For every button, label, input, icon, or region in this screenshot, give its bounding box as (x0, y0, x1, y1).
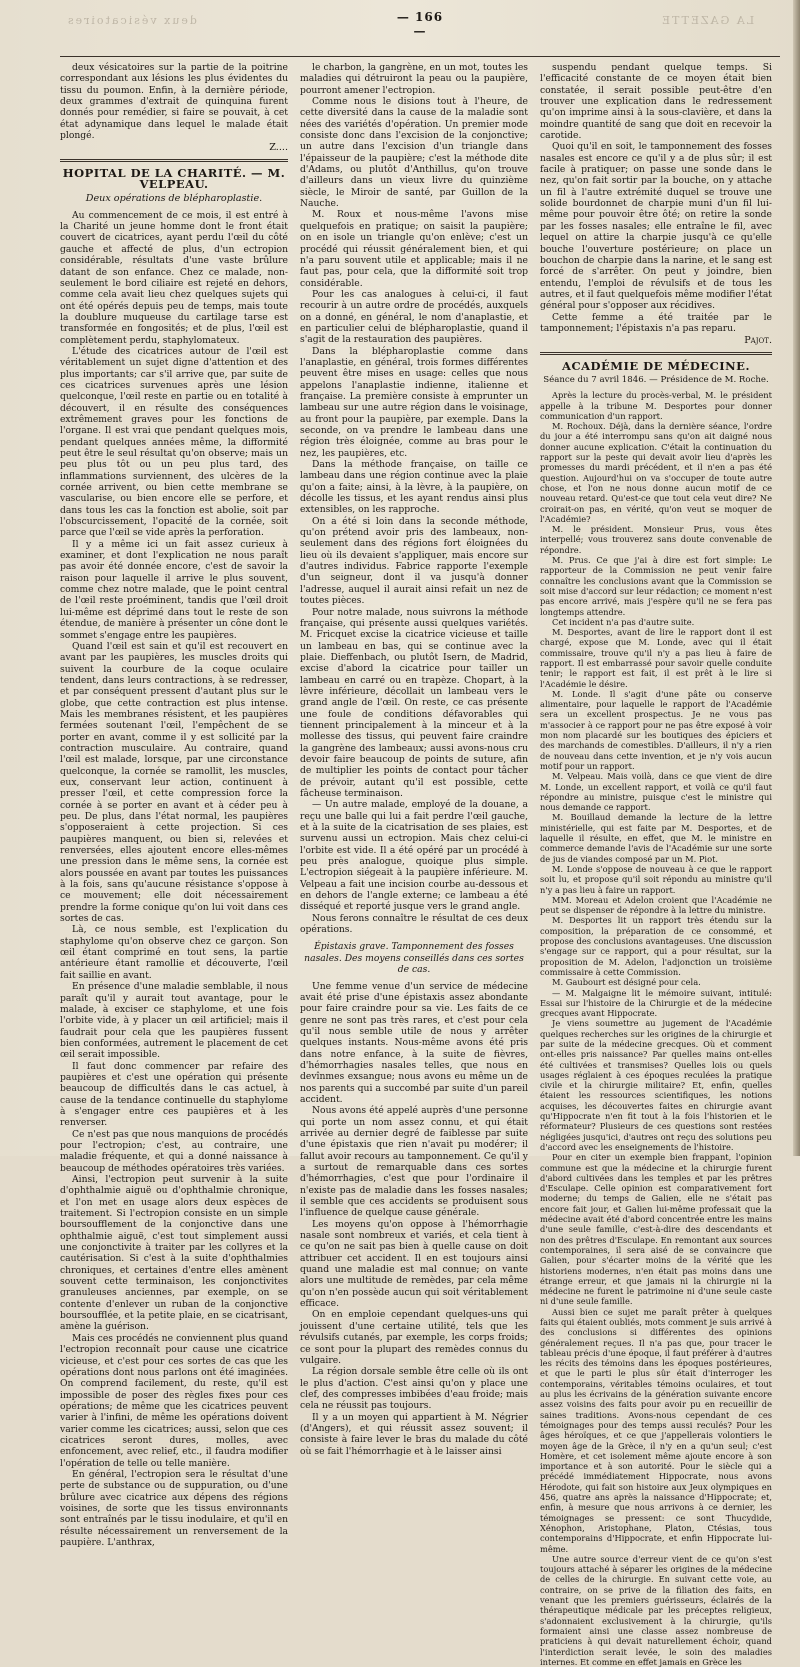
paragraph: Cet incident n'a pas d'autre suite. (552, 616, 695, 627)
paragraph: En présence d'une maladie semblable, il nous paraît qu'il y aurait tout avantage, pour le malade, à exciser ce staphylome, et une fois l'orbite vide, à y placer un œil artificiel; mais il faudrait pour cela que les paupières fussent bien conformées, autrement le placement de cet œil serait impossible. (60, 981, 288, 1061)
section-subtitle: Deux opérations de blépharoplastie. (85, 193, 263, 205)
section-title-hopital-charite: HOPITAL DE LA CHARITÉ. — M. VELPEAU. (62, 165, 286, 192)
paragraph: Ce n'est pas que nous manquions de procédés pour l'ectropion; c'est, au contraire, une maladie fréquente, et qui a donné naissance à beaucoup de méthodes opératoires très variées. (60, 1128, 288, 1174)
header-rule (60, 56, 780, 57)
paragraph: Pour notre malade, nous suivrons la méthode française, qui présente aussi quelques variétés. M. Fricquet excise la cicatrice vicieuse et taille un lambeau en bas, qui se continue avec la plaie. Dieffenbach, ou plutôt Isern, de Madrid, excise d'abord la cicatrice pour tailler un lambeau en carré ou en trapèze. Chopart, à la lèvre inférieure, décollait un lambeau vers le grand angle de l'œil. On reste, ce cas présente une foule de conditions défavorables qui tiennent principalement à la minceur et à la mollesse des tissus, qui peuvent faire craindre la gangrène des lambeaux; aussi avons-nous cru devoir faire beaucoup de points de suture, afin de multiplier les points de contact pour tâcher de prévoir, autant qu'il est possible, cette fâcheuse terminaison. (300, 606, 528, 799)
paragraph: M. Gaubourt est désigné pour cela. (552, 977, 701, 988)
paragraph: Il y a un moyen qui appartient à M. Négrier (d'Angers), et qui réussit assez souvent; il consiste à faire lever le bras du malade du côté où se fait l'hémorrhagie et à le laisser ainsi (300, 1411, 528, 1457)
column-3 (540, 62, 772, 1667)
paragraph: Une femme venue d'un service de médecine avait été prise d'une épistaxis assez abondante pour faire craindre pour sa vie. Les faits de ce genre ne sont pas très rares, et c'est pour cela qu'il nous semble utile de nous y arrêter quelques instants. Nous-même avons été pris dans notre enfance, à la suite de fièvres, d'hémorrhagies nasales telles, que nous en devînmes exsangue; nous avons eu même un de nos parents qui a succombé par suite d'un pareil accident. (300, 980, 528, 1105)
paragraph: Comme nous le disions tout à l'heure, de cette diversité dans la cause de la maladie sont nées des variétés d'opération. Un premier mode consiste donc dans l'excision de la conjonctive; un autre dans l'excision d'un triangle dans l'épaisseur de la paupière; c'est la méthode dite d'Adams, ou plutôt d'Anthillus, qu'on trouve d'ailleurs dans un vieux livre du quinzième siècle, le Miroir de santé, par Guillon de la Nauche. (300, 96, 528, 210)
paragraph: Quoi qu'il en soit, le tamponnement des fosses nasales est encore ce qu'il y a de plus sûr; il est facile à pratiquer; on passe une sonde dans le nez, qu'on fait sortir par la bouche, on y attache un fil à l'autre extrémité duquel se trouve une solide bourdonnet de charpie muni d'un fil lui-même pour pouvoir être ôté; on retire la sonde par les fosses nasales; elle entraîne le fil, avec lequel on attire la charpie jusqu'à ce qu'elle bouche l'ouverture postérieure; on place un bouchon de charpie dans la narine, et le sang est forcé de s'arrêter. On peut y joindre, bien entendu, l'emploi de révulsifs et de tous les autres, et il faut quelquefois même modifier l'état général pour s'opposer aux récidives. (540, 141, 772, 312)
paragraph: On en emploie cependant quelques-uns qui jouissent d'une certaine utilité, tels que les révulsifs cutanés, par exemple, les corps froids; ce sont pour la plupart des remèdes connus du vulgaire. (300, 1309, 528, 1366)
paragraph: Pour en citer un exemple bien frappant, l'opinion commune est que la médecine et la chirurgie furent d'abord cultivées dans les temples et par les prêtres d'Esculape. Celle opinion est comparativement fort moderne; du temps de Galien, elle ne s'était pas encore fait jour, et Galien lui-même professait que la médecine avait été d'abord concentrée entre les mains d'une seule famille, c'est-à-dire des descendants et non des prêtres d'Esculape. En remontant aux sources contemporaines, il sera aisé de se convaincre que Galien, pour s'écarter moins de la vérité que les historiens modernes, n'en était pas moins dans une étrange erreur, et que jamais ni la chirurgie ni la médecine ne furent le patrimoine ni d'une seule caste ni d'une seule famille. (540, 1152, 772, 1307)
paragraph: M. Londe s'oppose de nouveau à ce que le rapport soit lu, et propose qu'il soit répondu au ministre qu'il n'y a pas lieu à faire un rapport. (540, 863, 772, 895)
paragraph: Nous avons été appelé auprès d'une personne qui porte un nom assez connu, et qui était arrivée au dernier degré de faiblesse par suite d'une épistaxis que rien n'avait pu modérer; il fallut avoir recours au tamponnement. Ce qu'il y a surtout de remarquable dans ces sortes d'hémorrhagies, c'est que pour l'ordinaire il n'existe pas de maladie dans les fosses nasales; il semble que ces accidents se produisent sous l'influence de quelque cause générale. (300, 1105, 528, 1219)
paragraph: Les moyens qu'on oppose à l'hémorrhagie nasale sont nombreux et variés, et cela tient à ce qu'on ne sait pas bien à quelle cause on doit attribuer cet accident. Il en est toujours ainsi quand une maladie est mal connue; on vante alors une multitude de remèdes, par cela même qu'on n'en possède aucun qui soit véritablement efficace. (300, 1218, 528, 1310)
paragraph: M. Rochoux. Déjà, dans la dernière séance, l'ordre du jour a été interrompu sans qu'on ait daigné nous donner aucune explication. C'était la continuation du rapport sur la peste qui devait avoir lieu d'après les promesses du mardi précédent, et il n'en a pas été question. Aujourd'hui on va s'occuper de toute autre chose, et l'on ne nous donne aucun motif de ce nouveau retard. Qu'est-ce que tout cela veut dire? Ne croirait-on pas, en vérité, qu'on veut se moquer de l'Académie? (540, 421, 772, 524)
paragraph: On a été si loin dans la seconde méthode, qu'on prétend avoir pris des lambeaux, non-seulement dans des régions fort éloignées du lieu où ils devaient s'appliquer, mais encore sur d'autres individus. Fabrice rapporte l'exemple d'un seigneur, dont il va jusqu'à donner l'adresse, auquel il aurait ainsi refait un nez de toutes pièces. (300, 515, 528, 607)
column-2 (300, 62, 528, 1457)
page-header (60, 8, 780, 38)
paragraph: Dans la méthode française, on taille ce lambeau dans une région continue avec la plaie qu'on a faite; ainsi, à la lèvre, à la paupière, on décolle les tissus, et les ayant rendus ainsi plus extensibles, on les rapproche. (300, 459, 528, 516)
paragraph: Il y a même ici un fait assez curieux à examiner, et dont l'explication ne nous paraît pas avoir été donnée encore, c'est de savoir la raison pour laquelle il arrive le plus souvent, comme chez notre malade, que le point central de l'œil reste proéminent, tandis que l'œil droit lui-même est déprimé dans tout le reste de son étendue, de manière à présenter un cône dont le sommet s'engage entre les paupières. (60, 538, 288, 641)
paragraph: L'étude des cicatrices autour de l'œil est véritablement un sujet digne d'attention et des plus importants; car s'il arrive que, par suite de ces cicatrices survenues après une lésion quelconque, l'œil reste en partie ou en totalité à découvert, il en résulte des conséquences extrêmement graves pour les fonctions de l'organe. Il est vrai que pendant quelques mois, pendant quelques années même, la difformité peut être le seul résultat qu'on observe; mais un peu plus tôt ou un peu plus tard, des inflammations surviennent, des ulcères de la cornée arrivent, ou bien cette membrane se vascularise, ou bien encore elle se perfore, et dans tous les cas la fonction est abolie, soit par l'obscurcissement, l'opacité de la cornée, soit parce que l'œil se vide après la perforation. (60, 345, 288, 539)
paragraph: En général, l'ectropion sera le résultat d'une perte de substance ou de suppuration, ou d'une brûlure avec cicatrice aux dépens des régions voisines, de sorte que les tissus environnants sont entraînés par le tissu inodulaire, et qu'il en résulte nécessairement un renversement de la paupière. L'anthrax, (60, 1468, 288, 1548)
paragraph: MM. Moreau et Adelon croient que l'Académie ne peut se dispenser de répondre à la lettre du ministre. (540, 894, 772, 916)
paragraph: deux vésicatoires sur la partie de la poitrine correspondant aux lésions les plus évidentes du tissu du poumon. Enfin, à la dernière période, deux grammes d'extrait de quinquina furent donnés pour remédier, si faire se pouvait, à cet état adynamique dans lequel le malade était plongé. (60, 62, 288, 142)
paragraph: M. Velpeau. Mais voilà, dans ce que vient de dire M. Londe, un excellent rapport, et voilà ce qu'il faut répondre au ministre, puisque c'est le ministre qui nous demande ce rapport. (540, 771, 772, 813)
paragraph: Cette femme a été traitée par le tamponnement; l'épistaxis n'a pas reparu. (540, 311, 772, 334)
paragraph: M. Desportes lit un rapport très étendu sur la composition, la préparation de ce consommé, et propose des conclusions avantageuses. Une discussion s'engage sur ce rapport, qui a pour résultat, sur la proposition de M. Adelon, l'adjonction un troisième commissaire à cette Commission. (540, 915, 772, 977)
paragraph: M. le président. Monsieur Prus, vous êtes interpellé; vous trouverez sans doute convenable de répondre. (540, 524, 772, 555)
subsection-heading-epistaxis: Épistaxis grave. Tamponnement des fosses nasales. Des moyens conseillés dans ces sortes de cas. (304, 941, 524, 976)
column-1 (60, 62, 288, 1548)
paragraph: Nous ferons connaître le résultat de ces deux opérations. (300, 912, 528, 936)
session-date: Séance du 7 avril 1846. — Présidence de M. Roche. (543, 374, 769, 385)
paragraph: La région dorsale semble être celle où ils ont le plus d'action. C'est ainsi qu'on y place une clef, des compresses imbibées d'eau froide; mais cela ne réussit pas toujours. (300, 1366, 528, 1412)
paragraph: — M. Malgaigne lit le mémoire suivant, intitulé: Essai sur l'histoire de la Chirurgie et de la médecine grecques avant Hippocrate. (540, 987, 772, 1019)
bleed-through-text-right: LA GAZETTE (660, 14, 755, 27)
paragraph: Pour les cas analogues à celui-ci, il faut recourir à un autre ordre de procédés, auxquels on a donné, en général, le nom d'anaplastie, et en particulier celui de blépharoplastie, quand il s'agit de la restauration des paupières. (300, 288, 528, 346)
paragraph: Après la lecture du procès-verbal, M. le président appelle à la tribune M. Desportes pour donner communication d'un rapport. (540, 390, 772, 421)
paragraph: Quand l'œil est sain et qu'il est recouvert en avant par les paupières, les muscles droits qui suivent la courbure de la coque oculaire tendent, dans leurs contractions, à se redresser, et par conséquent pressent d'autant plus sur le globe, que cette contraction est plus intense. Mais les membranes résistent, et les paupières fermées soutenant l'œil, l'empêchent de se porter en avant, comme il y est sollicité par la contraction musculaire. Au contraire, quand l'œil est malade, lorsque, par une circonstance quelconque, la cornée se ramollit, les muscles, eux, conservant leur action, continuent à presser l'œil, et cette compression force la cornée à se porter en avant et à céder peu à peu. De plus, dans l'état normal, les paupières s'opposeraient à cette projection. Si ces paupières manquent, ou bien si, relevées et renversées, elles ajoutent encore elles-mêmes une pression dans le même sens, la cornée est alors poussée en avant par toutes les puissances à la fois, sans qu'aucune résistance s'oppose à ce mouvement; elle doit nécessairement prendre la forme conique qu'on lui voit dans ces sortes de cas. (60, 640, 288, 925)
paragraph: Ainsi, l'ectropion peut survenir à la suite d'ophthalmie aiguë ou d'ophthalmie chronique, et l'on met en usage alors deux espèces de traitement. Si l'ectropion consiste en un simple boursoufflement de la conjonctive dans une ophthalmie aiguë, c'est tout simplement aussi une conjonctivite à traiter par les collyres et la cautérisation. Si c'est à la suite d'ophthalmies chroniques, et certaines d'entre elles amènent souvent cette terminaison, les conjonctivites granuleuses anciennes, par exemple, on se contente d'enlever un ruban de la conjonctive boursoufflée, et la petite plaie, en se cicatrisant, amène la guérison. (60, 1174, 288, 1333)
paragraph: Une autre source d'erreur vient de ce qu'on s'est toujours attaché à séparer les origines de la médecine de celles de la chirurgie. En suivant cette voie, au contraire, on se prive de la filiation des faits, en venant que les premiers guérisseurs, éclairés de la thérapeutique médicale par les préceptes religieux, s'adonnaient exclusivement à la chirurgie, qu'ils formaient ainsi une classe assez nombreuse de praticiens à qui devait naturellement échoir, quand l'interdiction serait levée, le soin des maladies internes. Et comme en effet jamais en Grèce les (540, 1553, 772, 1667)
paragraph: M. Roux et nous-même l'avons mise quelquefois en pratique; on saisit la paupière; on en isole un triangle qu'on enlève; c'est un procédé qui réussit généralement bien, et qui n'a paru souvent utile et applicable; mais il ne faut pas, pour cela, que la difformité soit trop considérable. (300, 209, 528, 289)
paragraph: M. Bouillaud demande la lecture de la lettre ministérielle, qui est faite par M. Desportes, et de laquelle il résulte, en effet, que M. le ministre en commerce demande l'avis de l'Académie sur une sorte de jus de viandes composé par un M. Piot. (540, 812, 772, 864)
article-signature: Z.... (269, 142, 288, 154)
binding-gutter (793, 0, 800, 1156)
bleed-through-text-left: deux vésicatoires (66, 14, 197, 27)
section-title-academie: ACADÉMIE DE MÉDECINE. (562, 358, 750, 373)
paragraph: Il faut donc commencer par refaire des paupières et c'est une opération qui présente beaucoup de difficultés dans le cas actuel, à cause de la tendance continuelle du staphylome à s'engager entre ces paupières et à les renverser. (60, 1060, 288, 1129)
paragraph: M. Desportes, avant de lire le rapport dont il est chargé, expose que M. Londe, avec qui il était commissaire, trouve qu'il n'y a pas lieu à faire de rapport. Il est embarrassé pour savoir quelle conduite tenir; le rapport est fait, il est prêt à le lire si l'Académie le désire. (540, 627, 772, 689)
paragraph: Au commencement de ce mois, il est entré à la Charité un jeune homme dont le front était couvert de cicatrices, ayant perdu l'œil du côté gauche et affecté de plus, d'un ectropion considérable, résultats d'une vaste brûlure datant de son enfance. Chez ce malade, non-seulement le bord ciliaire est rejeté en dehors, comme cela avait lieu chez quelques sujets qui ont été opérés depuis peu de temps, mais toute la doublure muqueuse du cartilage tarse est transformée en fongosités; et de plus, l'œil est complètement perdu, staphylomateux. (60, 209, 288, 346)
paragraph: — Un autre malade, employé de la douane, a reçu une balle qui lui a fait perdre l'œil gauche, et à la suite de la cicatrisation de ses plaies, est survenu aussi un ectropion. Mais chez celui-ci l'orbite est vide. Il a été opéré par un procédé à peu près analogue, quoique plus simple. L'ectropion siégeait à la paupière inférieure. M. Velpeau a fait une incision courbe au-dessous et en dehors de l'angle externe; ce lambeau a été disséqué et reporté jusque vers le grand angle. (300, 799, 528, 913)
paragraph: Je viens soumettre au jugement de l'Académie quelques recherches sur les origines de la chirurgie et par suite de la médecine grecques. Où et comment ont-elles pris naissance? Par quelles mains ont-elles été cultivées et transmises? Quelles lois ou quels usages réglaient à ces époques reculées la pratique civile et la chirurgie militaire? Et, enfin, quelles étaient les ressources scientifiques, les notions acquises, les découvertes faites en chirurgie avant qu'Hippocrate n'en fit tout à la fois l'historien et le réformateur? Plusieurs de ces questions sont restées négligées jusqu'ici, d'autres ont reçu des solutions peu d'accord avec les enseignements de l'histoire. (540, 1018, 772, 1152)
page-number: — 166 — (396, 10, 444, 38)
paragraph: M. Prus. Ce que j'ai à dire est fort simple: Le rapporteur de la Commission ne peut venir faire connaître les conclusions avant que la Commission se soit mise d'accord sur leur rédaction; ce moment n'est pas encore arrivé, mais j'espère qu'il ne se fera pas longtemps attendre. (540, 555, 772, 617)
paragraph: M. Londe. Il s'agit d'une pâte ou conserve alimentaire, pour laquelle le rapport de l'Académie sera un excellent prospectus. Je ne vous pas m'associer à ce rapport pour ne pas être exposé à voir mon nom placardé sur les boutiques des épiciers et des marchands de comestibles. D'ailleurs, il n'y a rien de nouveau dans cette invention, et je n'y vois aucun motif pour un rapport. (540, 688, 772, 771)
section-divider (60, 159, 288, 162)
paragraph: le charbon, la gangrène, en un mot, toutes les maladies qui détruiront la peau ou la paupière, pourront amener l'ectropion. (300, 62, 528, 96)
section-divider (540, 352, 772, 355)
article-signature: Pajot. (744, 335, 772, 347)
paragraph: suspendu pendant quelque temps. Si l'efficacité constante de ce moyen était bien constatée, il serait possible peut-être d'en trouver une explication dans le redressement qu'on imprime ainsi à la sous-clavière, et dans la moindre quantité de sang que doit en recevoir la carotide. (540, 62, 772, 142)
paragraph: Dans la blépharoplastie comme dans l'anaplastie, en général, trois formes différentes peuvent être mises en usage: celles que nous appelons l'anaplastie indienne, italienne et française. La première consiste à emprunter un lambeau sur une autre région dans le voisinage, au front pour la paupière, par exemple. Dans la seconde, on va prendre le lambeau dans une région très éloignée, comme au bras pour le nez, les paupières, etc. (300, 345, 528, 459)
paragraph: Mais ces procédés ne conviennent plus quand l'ectropion reconnaît pour cause une cicatrice vicieuse, et c'est pour ces sortes de cas que les opérations dont nous parlons ont été imaginées. On comprend facilement, du reste, qu'il est impossible de poser des règles fixes pour ces opérations; de même que les cicatrices peuvent varier à l'infini, de même les opérations doivent varier comme les cicatrices; aussi, selon que ces cicatrices seront dures, molles, avec enfoncement, avec relief, etc., il faudra modifier l'opération de telle ou telle manière. (60, 1332, 288, 1469)
paragraph: Là, ce nous semble, est l'explication du staphylome qu'on observe chez ce garçon. Son œil étant comprimé en tout sens, la partie antérieure étant ramollie et découverte, l'œil fait saillie en avant. (60, 924, 288, 981)
paragraph: Aussi bien ce sujet me paraît prêter à quelques faits qui étaient oubliés, mots comment je suis arrivé à des conclusions si différentes des opinions généralement reçues. Il n'a pas que, pour tracer le tableau précis d'une époque, il faut préférer à d'autres les récits des témoins dans les époques postérieures, et que le parti le plus sûr était d'interroger les contemporains, véritables témoins oculaires, et tout au plus les écrivains de la génération suivante encore assez voisins des faits pour avoir pu en recueillir de saines traditions. Avons-nous cependant de ces témoignages pour des temps aussi reculés? Pour les âges héroïques, et ce que j'appellerais volontiers le moyen âge de la Grèce, il n'y en a qu'un seul; c'est Homère, et cet isolement même ajoute encore à son importance et à son autorité. Pour le siècle qui a précédé immédiatement Hippocrate, nous avons Hérodote, qui fait son histoire aux Jeux olympiques en 456, quatre ans après la naissance d'Hippocrate; et, enfin, à mesure que nous arrivons à ce dernier, les témoignages se pressent: ce sont Thucydide, Xénophon, Aristophane, Platon, Ctésias, tous contemporains d'Hippocrate, et enfin Hippocrate lui-même. (540, 1306, 772, 1554)
